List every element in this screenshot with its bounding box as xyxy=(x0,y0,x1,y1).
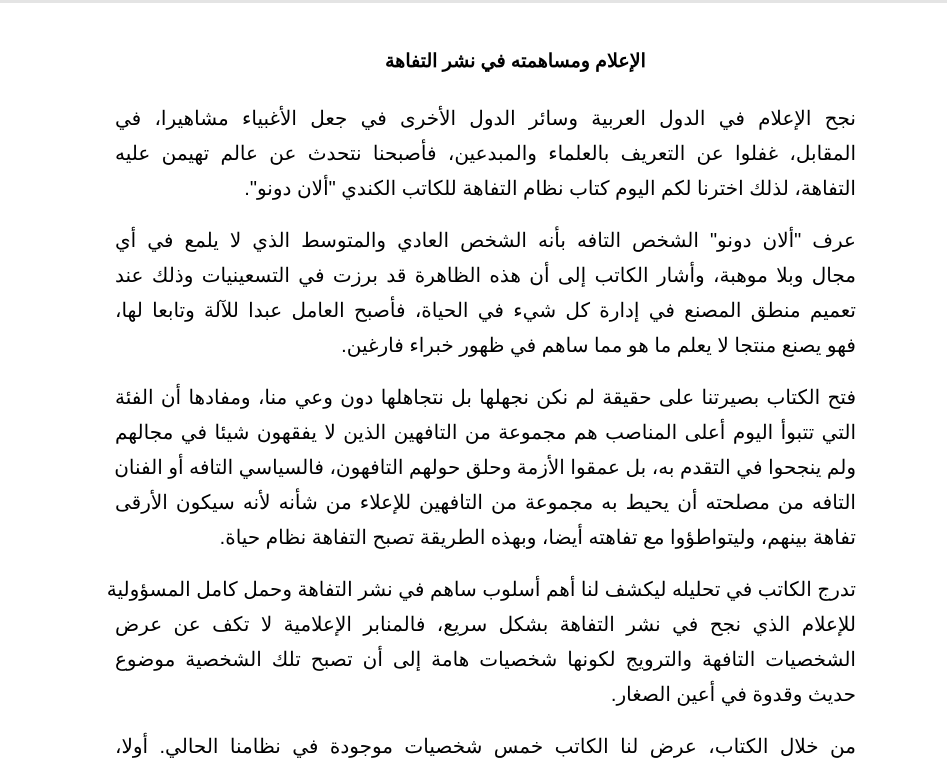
article-body xyxy=(106,102,857,765)
article-title: الإعلام ومساهمته في نشر التفاهة xyxy=(385,51,646,72)
paragraph xyxy=(115,381,856,556)
top-border xyxy=(0,0,947,3)
paragraph-line: ولم ينجحوا في التقدم به، بل عمقوا الأزمة وحلق حولهم التافهون، فالسياسي التافه أو الفنان xyxy=(114,457,856,479)
paragraph-line: المقابل، غفلوا عن التعريف بالعلماء والمبدعين، فأصبحنا نتحدث عن عالم تهيمن عليه xyxy=(115,143,856,165)
paragraph xyxy=(115,224,856,364)
paragraph-line: فهو يصنع منتجا لا يعلم ما هو مما ساهم في ظهور خبراء فارغين. xyxy=(341,335,856,357)
paragraph-line: مجال وبلا موهبة، وأشار الكاتب إلى أن هذه الظاهرة قد برزت في التسعينيات وذلك عند xyxy=(115,265,856,287)
paragraph-line: تدرج الكاتب في تحليله ليكشف لنا أهم أسلوب ساهم في نشر التفاهة وحمل كامل المسؤولية xyxy=(106,579,856,601)
paragraph-line: نجح الإعلام في الدول العربية وسائر الدول الأخرى في جعل الأغبياء مشاهيرا، في xyxy=(115,108,856,130)
paragraph-line: الشخصيات التافهة والترويج لكونها شخصيات هامة إلى أن تصبح تلك الشخصية موضوع xyxy=(115,649,856,671)
paragraph-line: التفاهة، لذلك اخترنا لكم اليوم كتاب نظام التفاهة للكاتب الكندي "ألان دونو". xyxy=(244,178,856,200)
paragraph-line: التي تتبوأ اليوم أعلى المناصب هم مجموعة من التافهين الذين لا يفقهون شيئا في مجالهم xyxy=(115,422,856,444)
paragraph-line: من خلال الكتاب، عرض لنا الكاتب خمس شخصيات موجودة في نظامنا الحالي. أولا، xyxy=(115,736,856,758)
paragraph xyxy=(115,102,856,207)
paragraph xyxy=(115,730,856,765)
paragraph-line: عرف "ألان دونو" الشخص التافه بأنه الشخص العادي والمتوسط الذي لا يلمع في أي xyxy=(115,230,856,252)
paragraph-line: حديث وقدوة في أعين الصغار. xyxy=(610,684,856,706)
paragraph-line: للإعلام الذي نجح في نشر التفاهة بشكل سريع، فالمنابر الإعلامية لا تكف عن عرض xyxy=(115,614,856,636)
paragraph-line: تعميم منطق المصنع في إدارة كل شيء في الحياة، فأصبح العامل عبدا للآلة وتابعا لها، xyxy=(115,300,856,322)
paragraph-line: التافه من مصلحته أن يحيط به مجموعة من التافهين للإعلاء من شأنه لأنه سيكون الأرقى xyxy=(115,492,856,514)
paragraph-line: فتح الكتاب بصيرتنا على حقيقة لم نكن نجهلها بل نتجاهلها دون وعي منا، ومفادها أن الفئة xyxy=(115,387,857,409)
paragraph-line: تفاهة بينهم، وليتواطؤوا مع تفاهته أيضا، وبهذه الطريقة تصبح التفاهة نظام حياة. xyxy=(219,527,856,549)
paragraph xyxy=(106,573,856,713)
article xyxy=(106,44,857,782)
